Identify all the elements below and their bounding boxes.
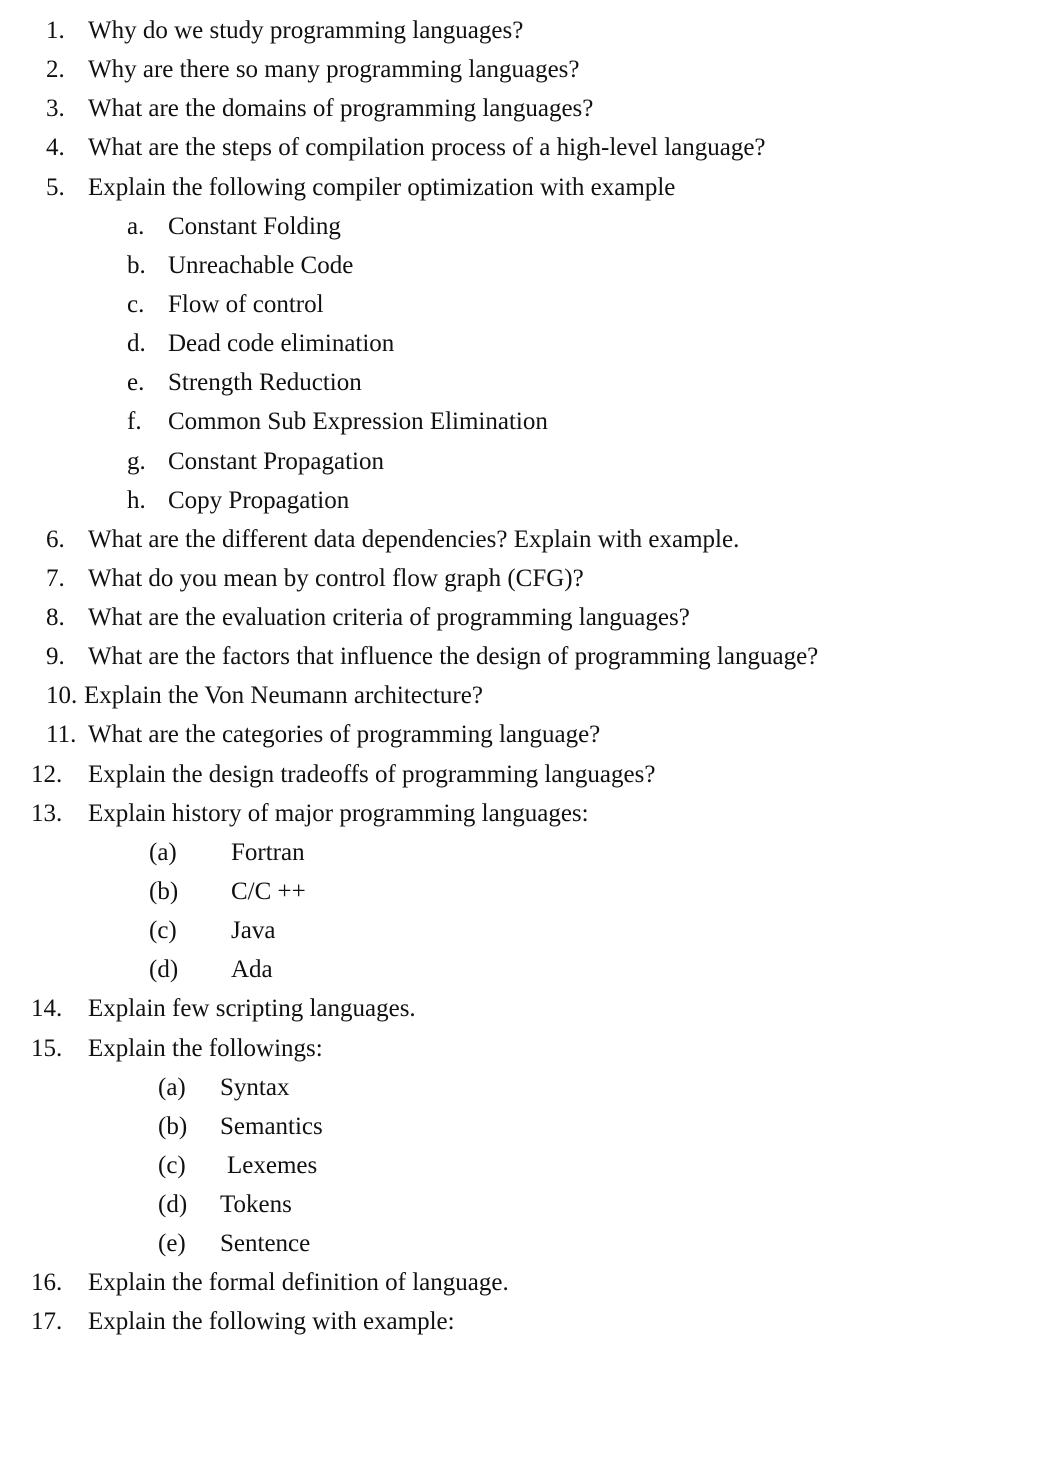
sub-item-label: c. [127, 291, 145, 318]
sub-item-text: Strength Reduction [168, 369, 362, 396]
question-number: 11. [46, 721, 77, 748]
question-text: What do you mean by control flow graph (CFG)? [88, 565, 584, 592]
sub-item-text: Constant Folding [168, 213, 341, 240]
sub-item-label: (d) [158, 1191, 188, 1218]
sub-item-text: Unreachable Code [168, 252, 354, 279]
question-text: Explain the Von Neumann architecture? [84, 682, 483, 709]
question-number: 7. [46, 565, 65, 592]
sub-item-text: Syntax [220, 1074, 290, 1101]
question-number: 14. [31, 995, 63, 1022]
sub-item-label: a. [127, 213, 145, 240]
sub-item-text: Java [231, 917, 276, 944]
sub-item-label: (d) [149, 956, 179, 983]
sub-item-label: f. [127, 408, 142, 435]
question-text: What are the categories of programming language? [88, 721, 601, 748]
question-text: What are the domains of programming languages? [88, 95, 594, 122]
question-number: 4. [46, 134, 65, 161]
sub-item-label: h. [127, 487, 146, 514]
sub-item-label: d. [127, 330, 146, 357]
question-number: 13. [31, 800, 63, 827]
question-number: 10. [46, 682, 78, 709]
sub-item-text: Fortran [231, 839, 305, 866]
question-number: 8. [46, 604, 65, 631]
question-text: Explain few scripting languages. [88, 995, 416, 1022]
sub-item-label: (a) [158, 1074, 186, 1101]
question-number: 2. [46, 56, 65, 83]
question-number: 3. [46, 95, 65, 122]
question-number: 17. [31, 1308, 63, 1335]
question-number: 1. [46, 17, 65, 44]
sub-item-text: Lexemes [227, 1152, 318, 1179]
sub-item-label: (e) [158, 1230, 186, 1257]
sub-item-label: (a) [149, 839, 177, 866]
sub-item-label: (b) [149, 878, 179, 905]
question-number: 5. [46, 174, 65, 201]
sub-item-text: Sentence [220, 1230, 311, 1257]
question-text: What are the factors that influence the design of programming language? [88, 643, 819, 670]
question-text: Explain the following with example: [88, 1308, 455, 1335]
sub-item-label: (b) [158, 1113, 188, 1140]
sub-item-label: (c) [158, 1152, 186, 1179]
sub-item-text: Common Sub Expression Elimination [168, 408, 548, 435]
sub-item-label: (c) [149, 917, 177, 944]
question-text: Explain history of major programming languages: [88, 800, 589, 827]
question-text: Explain the followings: [88, 1035, 323, 1062]
sub-item-text: Dead code elimination [168, 330, 395, 357]
question-text: What are the different data dependencies? Explain with example. [88, 526, 740, 553]
question-text: Why do we study programming languages? [88, 17, 524, 44]
question-text: What are the evaluation criteria of programming languages? [88, 604, 690, 631]
sub-item-text: C/C ++ [231, 878, 306, 905]
question-number: 12. [31, 761, 63, 788]
question-number: 16. [31, 1269, 63, 1296]
question-number: 6. [46, 526, 65, 553]
sub-item-text: Tokens [220, 1191, 292, 1218]
question-text: Why are there so many programming languages? [88, 56, 580, 83]
sub-item-text: Ada [231, 956, 273, 983]
sub-item-text: Flow of control [168, 291, 324, 318]
sub-item-label: g. [127, 448, 146, 475]
question-text: Explain the formal definition of language. [88, 1269, 509, 1296]
sub-item-text: Copy Propagation [168, 487, 350, 514]
sub-item-label: e. [127, 369, 145, 396]
sub-item-text: Semantics [220, 1113, 323, 1140]
question-number: 15. [31, 1035, 63, 1062]
question-text: Explain the following compiler optimization with example [88, 174, 676, 201]
question-text: Explain the design tradeoffs of programming languages? [88, 761, 656, 788]
sub-item-text: Constant Propagation [168, 448, 384, 475]
question-text: What are the steps of compilation process of a high-level language? [88, 134, 766, 161]
sub-item-label: b. [127, 252, 146, 279]
question-number: 9. [46, 643, 65, 670]
